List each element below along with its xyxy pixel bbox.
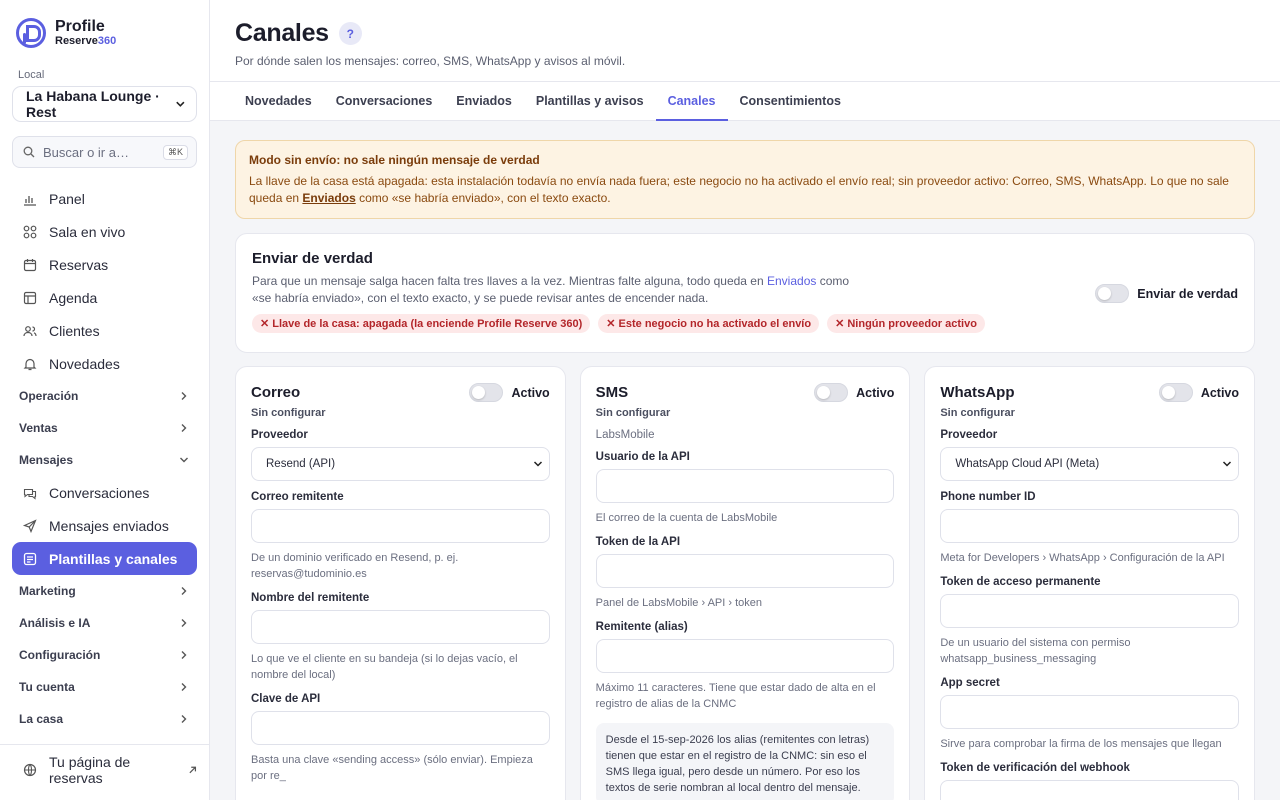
chevron-right-icon [179,423,189,433]
whatsapp-active-label: Activo [1200,385,1240,400]
local-label: Local [18,69,45,81]
page-header [210,0,1280,82]
sidebar-item-label: Conversaciones [49,484,150,501]
webhook-token-input[interactable] [940,780,1239,800]
nav-group-cuenta[interactable]: Tu cuenta [12,671,197,703]
sms-api-user-input[interactable] [596,469,895,503]
sender-email-input[interactable] [251,509,550,543]
tab-enviados[interactable]: Enviados [456,93,512,108]
brand-name: Profile [55,18,105,35]
email-active-label: Activo [511,385,550,400]
sidebar-item-label: Agenda [49,289,98,306]
page-subtitle: Por dónde salen los mensajes: correo, SMS, WhatsApp y avisos al móvil. [235,54,626,68]
sender-name-label: Nombre del remitente [251,592,370,604]
search-icon [23,146,35,158]
nav-group-ventas[interactable]: Ventas [12,412,197,444]
sender-email-label: Correo remitente [251,491,344,503]
requirement-pill: ✕ Este negocio no ha activado el envío [598,314,819,333]
app-secret-label: App secret [940,677,1000,689]
sidebar-item-label: Plantillas y canales [49,550,178,567]
sidebar-item-sala[interactable] [12,215,197,248]
sms-card-title: SMS [595,384,629,401]
nav-group-configuracion[interactable]: Configuración [12,639,197,671]
chevron-right-icon [179,714,189,724]
content [210,121,1280,800]
sidebar-item-label: Tu página de reservas [49,753,131,786]
access-token-input[interactable] [940,594,1239,628]
sms-status: Sin configurar [595,407,671,419]
sidebar-item-label: Sala en vivo [49,223,126,240]
sidebar-item-novedades[interactable] [12,347,197,380]
chevron-down-icon [179,455,189,465]
sms-provider: LabsMobile [595,429,655,441]
channel-cards [235,366,1255,800]
tab-novedades[interactable]: Novedades [245,93,312,108]
whatsapp-active-toggle[interactable] [1159,383,1193,402]
whatsapp-provider-value: WhatsApp Cloud API (Meta) [955,458,1100,470]
access-token-hint: De un usuario del sistema con permiso whatsapp_business_messaging [940,637,1131,665]
sidebar-item-conversaciones[interactable] [12,476,197,509]
chevron-right-icon [179,682,189,692]
sidebar-item-plantillas-canales[interactable] [12,542,197,575]
send-requirements [252,314,1238,333]
nav-group-operacion[interactable]: Operación [12,380,197,412]
bell-icon [23,357,37,371]
email-provider-value: Resend (API) [266,458,336,470]
send-icon [23,519,37,533]
alert-enviados-link[interactable]: Enviados [302,191,356,205]
globe-icon [23,763,37,777]
sidebar-item-clientes[interactable] [12,314,197,347]
chevron-right-icon [179,650,189,660]
send-for-real-toggle-wrap [1095,284,1238,303]
sidebar-item-label: Mensajes enviados [49,517,169,534]
nav-group-mensajes[interactable]: Mensajes [12,444,197,476]
sidebar-item-label: Novedades [49,355,120,372]
whatsapp-card-title: WhatsApp [940,384,1015,401]
requirement-pill: ✕ Ningún proveedor activo [827,314,985,333]
tab-conversaciones[interactable]: Conversaciones [335,93,433,108]
search-placeholder: Buscar o ir a… [43,144,129,160]
sms-active-label: Activo [856,385,895,400]
requirement-pill: ✕ Llave de la casa: apagada (la enciende Profile Reserve 360) [252,314,590,333]
chart-icon [23,192,37,206]
users-icon [23,324,37,338]
sidebar-item-label: Clientes [49,322,100,339]
whatsapp-provider-select[interactable] [940,447,1239,481]
sms-api-token-hint: Panel de LabsMobile › API › token [595,597,762,609]
sidebar-item-label: Panel [49,190,85,207]
local-select[interactable] [12,86,197,122]
main-content [210,0,1280,800]
brand-logo-icon [16,18,46,48]
search-input[interactable] [12,136,197,168]
sms-active-toggle[interactable] [814,383,848,402]
api-key-label: Clave de API [251,693,321,705]
whatsapp-channel-card [924,366,1255,800]
sidebar-nav [12,182,197,786]
local-select-value: La Habana Lounge · Rest [26,88,160,120]
whatsapp-provider-label: Proveedor [940,429,998,441]
sidebar-item-mensajes-enviados[interactable] [12,509,197,542]
external-link-icon [188,765,197,775]
page-title: Canales [235,19,329,47]
tabs [210,82,1280,121]
sender-email-hint: De un dominio verificado en Resend, p. ej. reservas@tudominio.es [251,552,459,580]
tab-canales[interactable]: Canales [656,82,728,121]
send-card-enviados-link[interactable]: Enviados [767,274,817,288]
email-status: Sin configurar [251,407,326,419]
app-secret-input[interactable] [940,695,1239,729]
grid-icon [23,225,37,239]
calendar-icon [23,258,37,272]
nav-group-analisis[interactable]: Análisis e IA [12,607,197,639]
chevron-down-icon [175,98,186,110]
chevron-down-icon [533,459,543,469]
send-card-description: Para que un mensaje salga hacen falta tres llaves a la vez. Mientras falte alguna, todo queda en Enviados como «se habría enviado», con el texto exacto, y se puede revisar antes de encender nada. [252,274,850,305]
sender-name-hint: Lo que ve el cliente en su bandeja (si lo dejas vacío, el nombre del local) [251,653,518,681]
no-send-alert [235,140,1255,219]
phone-id-input[interactable] [940,509,1239,543]
alert-title: Modo sin envío: no sale ningún mensaje de verdad [249,153,540,167]
send-for-real-toggle[interactable] [1095,284,1129,303]
chevron-right-icon [179,391,189,401]
sidebar-item-label: Reservas [49,256,109,273]
sms-alias-label: Remitente (alias) [595,621,688,633]
nav-group-marketing[interactable]: Marketing [12,575,197,607]
sms-channel-card [580,366,911,800]
send-for-real-label: Enviar de verdad [1137,286,1238,301]
sms-cnmc-note: Desde el 15-sep-2026 los alias (remitentes con letras) tienen que estar en el registro de la CNMC: sin eso el SMS llega igual, pero desde un número. Por eso los textos de serie nombran al local dentro del mensaje. [596,723,895,800]
chevron-down-icon [1222,459,1232,469]
chat-icon [23,486,37,500]
sms-alias-input[interactable] [596,639,895,673]
webhook-token-label: Token de verificación del webhook [940,762,1130,774]
sidebar-item-agenda[interactable] [12,281,197,314]
chevron-right-icon [179,618,189,628]
app-secret-hint: Sirve para comprobar la firma de los mensajes que llegan [940,738,1222,750]
sidebar-item-panel[interactable] [12,182,197,215]
phone-id-label: Phone number ID [940,491,1036,503]
sidebar-item-public-page[interactable] [12,753,197,786]
sender-name-input[interactable] [251,610,550,644]
sidebar-divider [0,744,209,745]
email-provider-label: Proveedor [251,429,308,441]
api-key-input[interactable] [251,711,550,745]
send-for-real-card [235,233,1255,353]
whatsapp-status: Sin configurar [940,407,1015,419]
brand[interactable] [12,0,197,66]
send-card-title: Enviar de verdad [252,250,373,267]
phone-id-hint: Meta for Developers › WhatsApp › Configuración de la API [940,552,1225,564]
access-token-label: Token de acceso permanente [940,576,1101,588]
alert-body: La llave de la casa está apagada: esta instalación todavía no envía nada fuera; este negocio no ha activado el envío real; sin proveedor activo: Correo, SMS, WhatsApp. Lo que no sale queda en Enviados como «se habría enviado», con el texto exacto. [249,174,1229,205]
nav-group-casa[interactable]: La casa [12,703,197,735]
sms-api-token-input[interactable] [596,554,895,588]
chevron-right-icon [179,586,189,596]
email-provider-select[interactable] [251,447,550,481]
email-active-toggle[interactable] [469,383,503,402]
tab-plantillas-avisos[interactable]: Plantillas y avisos [535,93,644,108]
sms-api-user-label: Usuario de la API [595,451,690,463]
sms-api-user-hint: El correo de la cuenta de LabsMobile [595,512,778,524]
api-key-hint: Basta una clave «sending access» (sólo enviar). Empieza por re_ [251,754,533,782]
sidebar [0,0,210,800]
sms-alias-hint: Máximo 11 caracteres. Tiene que estar dado de alta en el registro de alias de la CNMC [595,682,876,710]
search-shortcut: ⌘K [163,145,188,160]
help-button[interactable]: ? [339,22,362,45]
sidebar-item-reservas[interactable] [12,248,197,281]
table-icon [23,291,37,305]
email-card-title: Correo [251,384,301,401]
template-icon [23,552,37,566]
tab-consentimientos[interactable]: Consentimientos [739,93,841,108]
brand-subname: Reserve360 [55,35,117,47]
email-channel-card [235,366,566,800]
sms-api-token-label: Token de la API [595,536,681,548]
